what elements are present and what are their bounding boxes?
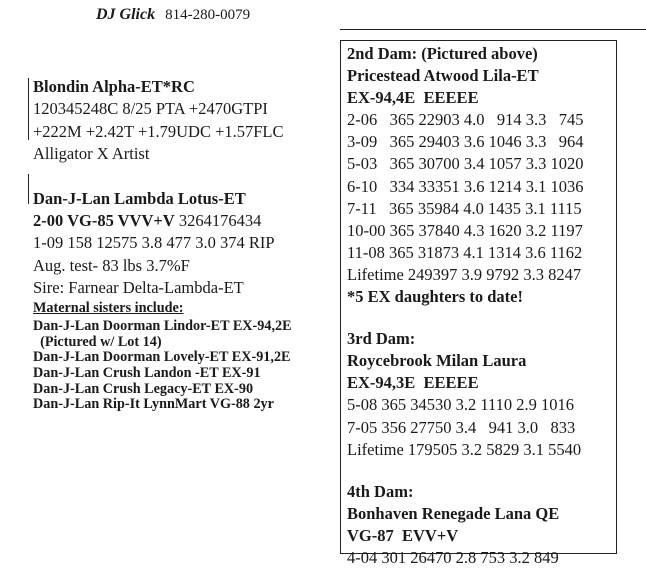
third-dam-lifetime: Lifetime 179505 3.2 5829 3.1 5540 <box>347 439 582 459</box>
fourth-dam-heading: 4th Dam: <box>347 481 414 501</box>
maternal-sister: Dan-J-Lan Rip-It LynnMart VG-88 2yr <box>33 396 274 413</box>
second-dam-lifetime: Lifetime 249397 3.9 9792 3.3 8247 <box>347 264 582 284</box>
dam-classification: 2-00 VG-85 VVV+V <box>33 211 175 231</box>
second-dam-record: 11-08 365 31873 4.1 1314 3.6 1162 <box>347 242 583 262</box>
dam-reg-number: 3264176434 <box>178 211 262 231</box>
sire-proof-line: 120345248C 8/25 PTA +2470GTPI <box>33 99 268 119</box>
third-dam-heading: 3rd Dam: <box>347 329 416 349</box>
maternal-sisters-heading: Maternal sisters include: <box>33 299 184 316</box>
dam-sire: Sire: Farnear Delta-Lambda-ET <box>33 278 244 298</box>
second-dam-record: 7-11 365 35984 4.0 1435 3.1 1115 <box>347 198 582 218</box>
third-dam-record: 7-05 356 27750 3.4 941 3.0 833 <box>347 417 576 437</box>
second-dam-record: 5-03 365 30700 3.4 1057 3.3 1020 <box>347 154 584 174</box>
top-divider <box>340 29 646 30</box>
third-dam-record: 5-08 365 34530 3.2 1110 2.9 1016 <box>347 395 575 415</box>
third-dam-classification: EX-94,3E EEEEE <box>347 373 479 393</box>
second-dam-record: 10-00 365 37840 4.3 1620 3.2 1197 <box>347 220 583 240</box>
maternal-sister: Dan-J-Lan Crush Legacy-ET EX-90 <box>33 380 254 397</box>
dam-classification-line <box>33 210 333 232</box>
second-dam-record: 3-09 365 29403 3.6 1046 3.3 964 <box>347 132 584 152</box>
sire-pedigree: Alligator X Artist <box>33 144 150 164</box>
dam-divider-line <box>28 174 29 204</box>
second-dam-note: *5 EX daughters to date! <box>347 287 523 307</box>
fourth-dam-classification: VG-87 EVV+V <box>347 525 459 545</box>
maternal-sister-note: (Pictured w/ Lot 14) <box>33 333 162 350</box>
consignor-name: DJ Glick <box>96 6 156 23</box>
second-dam-record: 6-10 334 33351 3.6 1214 3.1 1036 <box>347 176 584 196</box>
dam-aug-test: Aug. test- 83 lbs 3.7%F <box>33 255 190 275</box>
sire-name: Blondin Alpha-ET*RC <box>33 77 195 96</box>
sire-traits-line: +222M +2.42T +1.79UDC +1.57FLC <box>33 121 284 141</box>
maternal-sister: Dan-J-Lan Crush Landon -ET EX-91 <box>33 365 261 382</box>
consignor-header <box>96 6 250 24</box>
maternal-sister: Dan-J-Lan Doorman Lovely-ET EX-91,2E <box>33 349 291 366</box>
consignor-phone: 814-280-0079 <box>165 7 251 23</box>
pedigree-left-column <box>33 76 333 413</box>
second-dam-name: Pricestead Atwood Lila-ET <box>347 66 539 86</box>
maternal-sister: Dan-J-Lan Doorman Lindor-ET EX-94,2E <box>33 318 292 335</box>
dams-box <box>340 40 617 567</box>
fourth-dam-name: Bonhaven Renegade Lana QE <box>347 503 560 523</box>
fourth-dam-record: 4-04 301 26470 2.8 753 3.2 849 <box>347 547 559 567</box>
dam-record: 1-09 158 12575 3.8 477 3.0 374 RIP <box>33 233 275 253</box>
second-dam-heading: 2nd Dam: (Pictured above) <box>347 44 538 63</box>
dam-name: Dan-J-Lan Lambda Lotus-ET <box>33 188 246 208</box>
third-dam-name: Roycebrook Milan Laura <box>347 351 527 371</box>
second-dam-classification: EX-94,4E EEEEE <box>347 88 479 108</box>
sire-divider-line <box>28 78 29 140</box>
second-dam-record: 2-06 365 22903 4.0 914 3.3 745 <box>347 110 584 130</box>
